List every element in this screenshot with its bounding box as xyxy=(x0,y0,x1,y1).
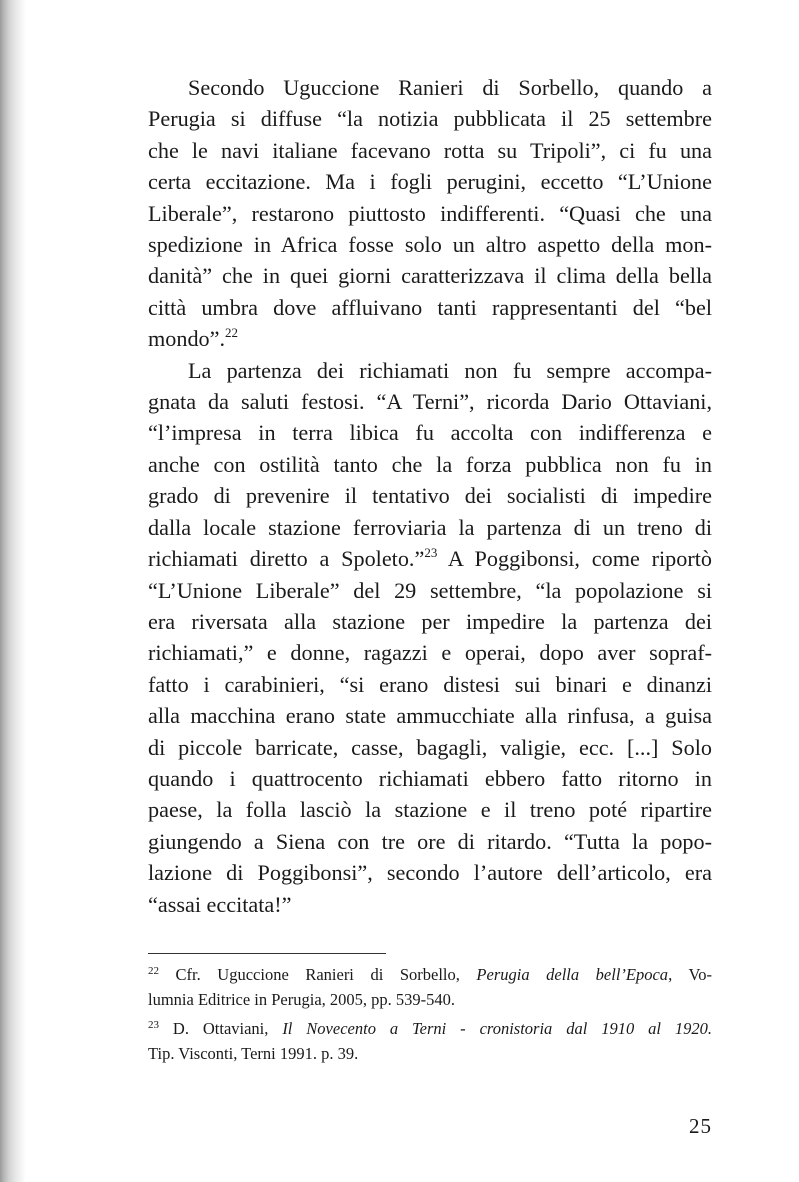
footnote-text: , Vo- xyxy=(668,965,712,984)
text-line: Liberale”, restarono piuttosto indifferenti. “Quasi che una xyxy=(148,200,712,226)
text-line: Perugia si diffuse “la notizia pubblicata il 25 settembre xyxy=(148,106,712,132)
footnote-line: lumnia Editrice in Perugia, 2005, pp. 539-540. xyxy=(148,989,456,1009)
text-line: certa eccitazione. Ma i fogli perugini, eccetto “L’Unione xyxy=(148,169,712,195)
footnote-ref-23: 23 xyxy=(424,545,438,561)
text-line: che le navi italiane facevano rotta su Tripoli”, ci fu una xyxy=(148,137,712,163)
text-fragment: richiamati diretto a Spoleto.” xyxy=(148,546,425,572)
text-line: spedizione in Africa fosse solo un altro aspetto della mon- xyxy=(148,232,712,258)
paragraph-1 xyxy=(148,72,712,355)
text-line: lazione di Poggibonsi”, secondo l’autore dell’articolo, era xyxy=(148,860,712,886)
footnotes xyxy=(148,963,712,1071)
text-line: fatto i carabinieri, “si erano distesi sui binari e dinanzi xyxy=(148,671,712,697)
text-line: danità” che in quei giorni caratterizzava il clima della bella xyxy=(148,263,712,289)
footnote-23 xyxy=(148,1017,712,1066)
footnote-line xyxy=(148,1017,712,1042)
page-body xyxy=(148,72,712,920)
text-line: richiamati,” e donne, ragazzi e operai, dopo aver sopraf- xyxy=(148,640,712,666)
text-line xyxy=(148,323,712,354)
page-number: 25 xyxy=(689,1114,712,1138)
text-fragment: mondo”. xyxy=(148,326,226,352)
text-line: Secondo Uguccione Ranieri di Sorbello, quando a xyxy=(188,75,712,100)
paragraph-2 xyxy=(148,355,712,920)
text-line: gnata da saluti festosi. “A Terni”, ricorda Dario Ottaviani, xyxy=(148,389,712,415)
footnote-number: 22 xyxy=(148,965,159,977)
text-line: giungendo a Siena con tre ore di ritardo. “Tutta la popo- xyxy=(148,828,712,854)
text-line: paese, la folla lasciò la stazione e il treno poté ripartire xyxy=(148,797,712,823)
text-line: anche con ostilità tanto che la forza pubblica non fu in xyxy=(148,451,712,477)
text-line: grado di prevenire il tentativo dei socialisti di impedire xyxy=(148,483,712,509)
text-line: alla macchina erano state ammucchiate alla rinfusa, a guisa xyxy=(148,703,712,729)
footnote-22 xyxy=(148,963,712,1012)
text-fragment: A Poggibonsi, come riportò xyxy=(437,546,713,572)
footnote-number: 23 xyxy=(148,1019,159,1031)
text-line xyxy=(148,543,712,574)
footnote-separator xyxy=(148,953,386,954)
text-line: “L’Unione Liberale” del 29 settembre, “la popolazione si xyxy=(148,577,712,603)
footnote-text: D. Ottaviani, xyxy=(159,1019,283,1038)
text-line: “l’impresa in terra libica fu accolta con indifferenza e xyxy=(148,420,712,446)
text-line: città umbra dove affluivano tanti rappresentanti del “bel xyxy=(148,294,712,320)
text-line: quando i quattrocento richiamati ebbero fatto ritorno in xyxy=(148,765,712,791)
text-line: era riversata alla stazione per impedire la partenza dei xyxy=(148,608,712,634)
footnote-text: Cfr. Uguccione Ranieri di Sorbello, xyxy=(159,965,477,984)
footnote-line xyxy=(148,963,712,988)
book-spine-shadow xyxy=(0,0,26,1182)
text-line: “assai eccitata!” xyxy=(148,891,292,917)
footnote-line: Tip. Visconti, Terni 1991. p. 39. xyxy=(148,1043,359,1063)
text-line: di piccole barricate, casse, bagagli, valigie, ecc. [...] Solo xyxy=(148,734,712,760)
text-line: La partenza dei richiamati non fu sempre accompa- xyxy=(188,357,712,383)
text-line: dalla locale stazione ferroviaria la partenza di un treno di xyxy=(148,514,712,540)
footnote-ref-22: 22 xyxy=(225,325,239,341)
footnote-title: Perugia della bell’Epoca xyxy=(476,965,669,984)
footnote-title: Il Novecento a Terni - cronistoria dal 1910 al 1920. xyxy=(282,1019,712,1038)
